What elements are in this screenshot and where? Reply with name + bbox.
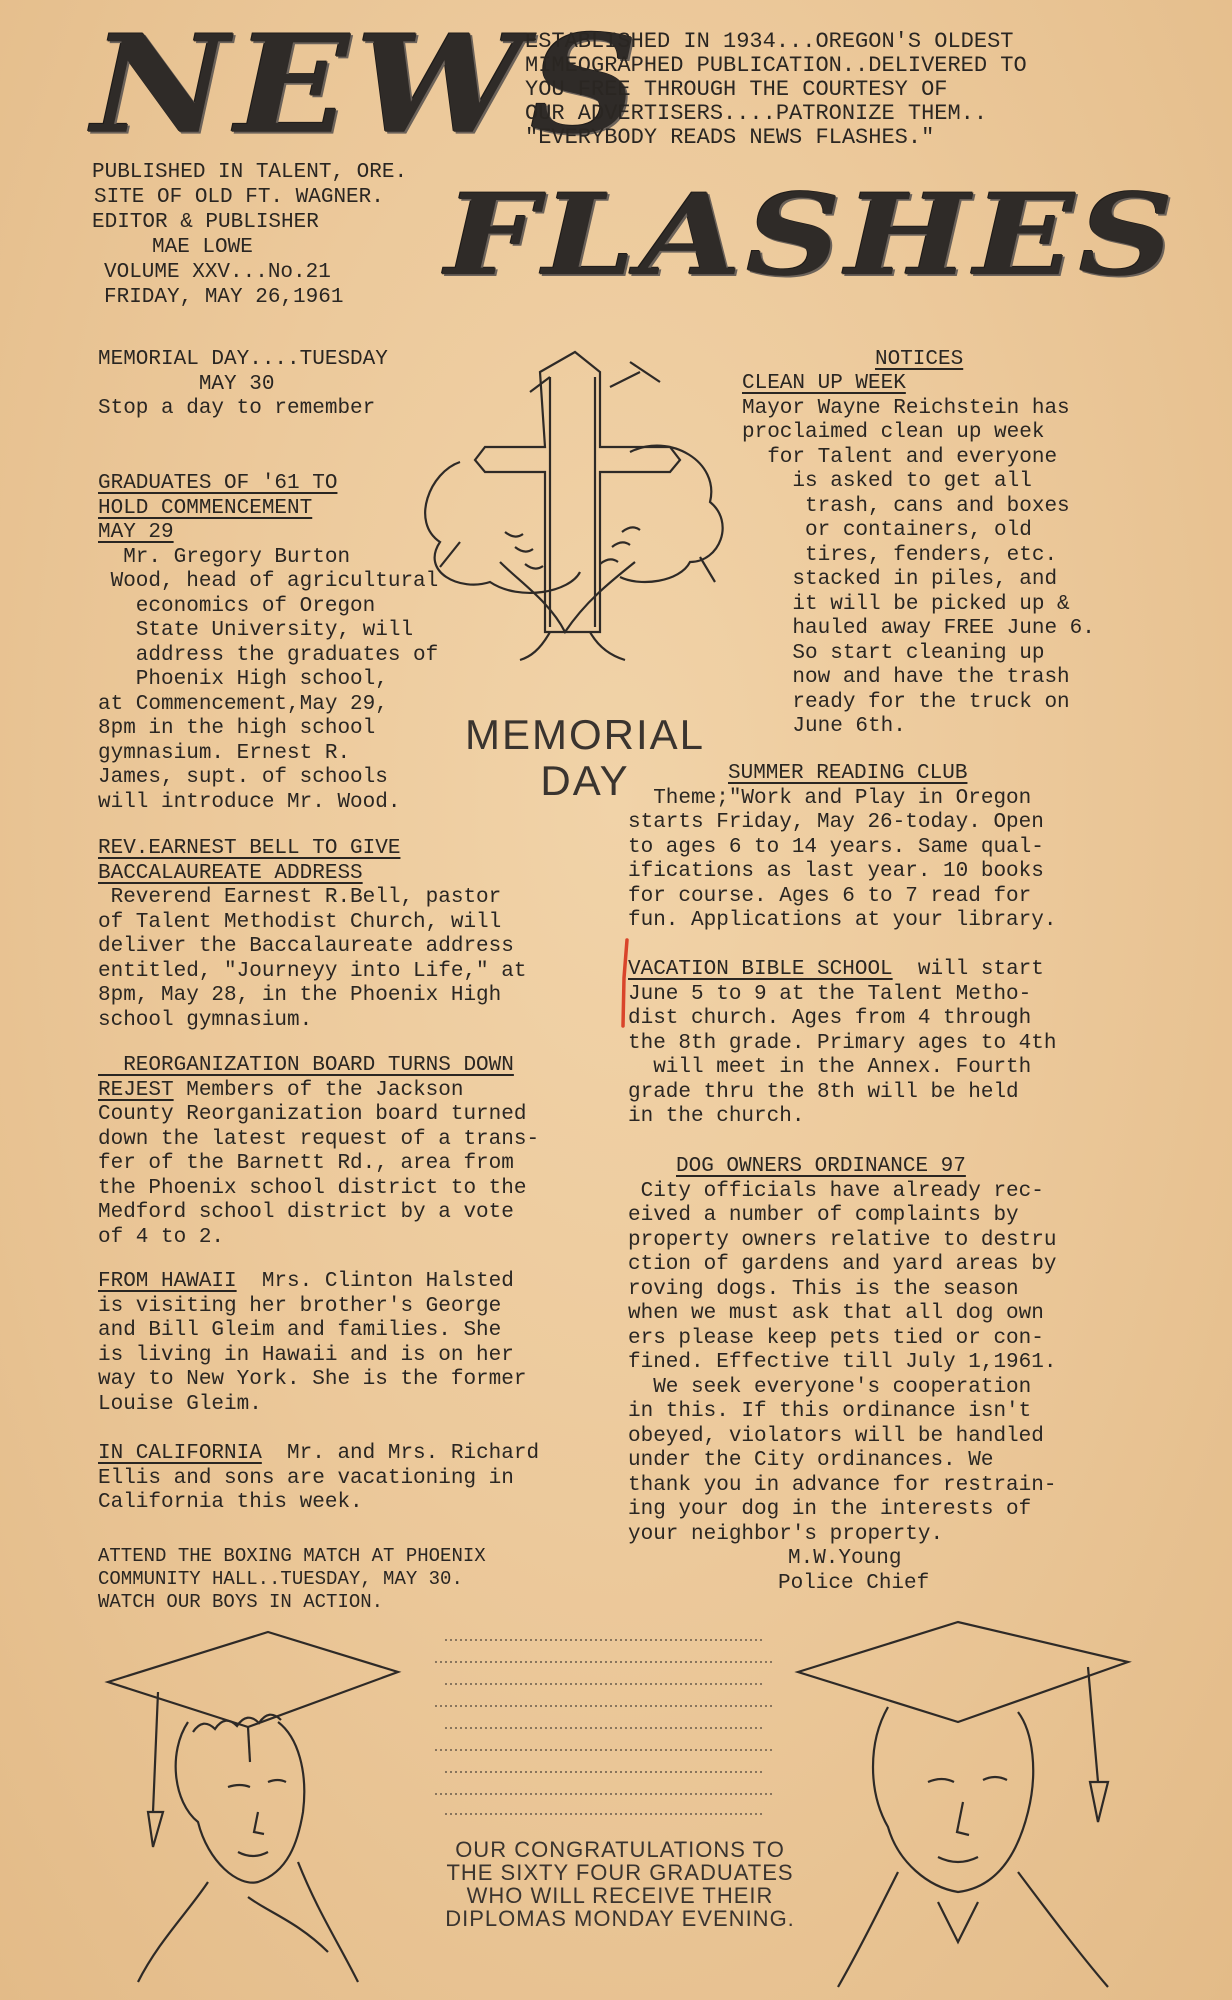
article-line: trash, cans and boxes: [742, 494, 1070, 518]
congrats-line: OUR CONGRATULATIONS TO: [455, 1837, 785, 1862]
signature-title: Police Chief: [778, 1571, 930, 1595]
memorial-notice: [98, 348, 618, 422]
publisher-line: EDITOR & PUBLISHER: [92, 211, 319, 234]
article-line: James, supt. of schools: [98, 766, 388, 789]
article-line: way to New York. She is the former: [98, 1368, 527, 1391]
publisher-line: SITE OF OLD FT. WAGNER.: [94, 186, 384, 209]
article-line: We seek everyone's cooperation: [628, 1375, 1032, 1399]
california-article: [98, 1442, 618, 1516]
article-line: at Commencement,May 29,: [98, 692, 388, 716]
article-headline: VACATION BIBLE SCHOOL: [628, 958, 893, 981]
article-headline: REV.EARNEST BELL TO GIVE: [98, 837, 401, 860]
article-headline: FROM HAWAII: [98, 1270, 237, 1293]
article-headline: HOLD COMMENCEMENT: [98, 496, 313, 520]
publisher-line: FRIDAY, MAY 26,1961: [104, 286, 344, 309]
congrats-line: DIPLOMAS MONDAY EVENING.: [445, 1906, 795, 1931]
stencil-smudge: [425, 1630, 785, 1820]
article-line: roving dogs. This is the season: [628, 1277, 1019, 1301]
article-line: Ellis and sons are vacationing in: [98, 1466, 514, 1490]
article-line: under the City ordinances. We: [628, 1449, 994, 1472]
article-line: the 8th grade. Primary ages to 4th: [628, 1031, 1057, 1055]
article-line: So start cleaning up: [742, 641, 1045, 665]
article-line: Medford school district by a vote: [98, 1201, 514, 1224]
hawaii-article: [98, 1270, 618, 1417]
article-line: County Reorganization board turned: [98, 1103, 527, 1126]
article-line: fer of the Barnett Rd., area from: [98, 1152, 514, 1175]
publisher-line: PUBLISHED IN TALENT, ORE.: [92, 161, 408, 184]
article-line: grade thru the 8th will be held: [628, 1080, 1019, 1104]
article-line: school gymnasium.: [98, 1008, 313, 1032]
article-line: your neighbor's property.: [628, 1522, 944, 1546]
article-line: to ages 6 to 14 years. Same qual-: [628, 835, 1044, 859]
article-line: is asked to get all: [742, 470, 1032, 493]
article-line: WATCH OUR BOYS IN ACTION.: [98, 1591, 384, 1613]
article-line: ATTEND THE BOXING MATCH AT PHOENIX: [98, 1545, 486, 1567]
article-line: City officials have already rec-: [628, 1179, 1044, 1203]
article-line: starts Friday, May 26-today. Open: [628, 811, 1044, 834]
article-headline: DOG OWNERS ORDINANCE 97: [676, 1155, 966, 1178]
article-line: dist church. Ages from 4 through: [628, 1007, 1032, 1030]
congratulations-message: [395, 1838, 845, 1930]
article-line: now and have the trash: [742, 666, 1070, 689]
article-line: 8pm in the high school: [98, 717, 376, 740]
article-line: 8pm, May 28, in the Phoenix High: [98, 984, 502, 1007]
article-line: June 6th.: [742, 715, 906, 738]
reading-club-article: [628, 762, 1168, 934]
established-blurb: [525, 30, 1095, 150]
article-headline: SUMMER READING CLUB: [728, 762, 968, 785]
signature-name: M.W.Young: [788, 1547, 902, 1570]
article-line: property owners relative to destru: [628, 1228, 1057, 1252]
article-headline: IN CALIFORNIA: [98, 1442, 262, 1465]
memorial-caption-bottom: DAY: [540, 757, 630, 804]
memorial-notice-line: MEMORIAL DAY....TUESDAY: [98, 348, 388, 371]
article-line: eived a number of complaints by: [628, 1204, 1019, 1227]
article-line: will introduce Mr. Wood.: [98, 790, 401, 814]
article-line: of 4 to 2.: [98, 1225, 225, 1249]
article-headline: CLEAN UP WEEK: [742, 372, 906, 395]
notices-heading: NOTICES: [875, 348, 964, 371]
article-headline: GRADUATES OF '61 TO: [98, 472, 338, 495]
article-line: thank you in advance for restrain-: [628, 1473, 1057, 1497]
article-line: Reverend Earnest R.Bell, pastor: [98, 886, 502, 909]
publisher-info: [92, 160, 462, 310]
cleanup-article: [742, 372, 1142, 740]
article-headline: REORGANIZATION BOARD TURNS DOWN: [98, 1054, 514, 1077]
article-line: ction of gardens and yard areas by: [628, 1253, 1057, 1276]
article-line: ifications as last year. 10 books: [628, 860, 1044, 883]
established-line: "EVERYBODY READS NEWS FLASHES.": [525, 125, 935, 150]
article-line: Wood, head of agricultural: [98, 570, 439, 593]
graduates-article: [98, 472, 618, 815]
article-line: when we must ask that all dog own: [628, 1302, 1044, 1325]
article-line: will meet in the Annex. Fourth: [628, 1056, 1032, 1079]
reorganization-article: [98, 1054, 618, 1250]
article-line: stacked in piles, and: [742, 568, 1058, 591]
article-headline: REJEST: [98, 1078, 174, 1102]
article-line: will start: [892, 958, 1044, 981]
dog-ordinance-article: [628, 1155, 1168, 1596]
article-line: gymnasium. Ernest R.: [98, 741, 351, 765]
article-line: and Bill Gleim and families. She: [98, 1319, 502, 1342]
article-line: ers please keep pets tied or con-: [628, 1326, 1044, 1350]
article-headline: MAY 29: [98, 521, 174, 544]
article-line: Louise Gleim.: [98, 1392, 262, 1416]
baccalaureate-article: [98, 837, 618, 1033]
article-line: address the graduates of: [98, 643, 439, 667]
article-line: in the church.: [628, 1105, 805, 1128]
article-line: Theme;"Work and Play in Oregon: [628, 786, 1032, 810]
article-line: or containers, old: [742, 519, 1032, 542]
article-headline: BACCALAUREATE ADDRESS: [98, 861, 363, 885]
article-line: State University, will: [98, 619, 414, 642]
established-line: ESTABLISHED IN 1934...OREGON'S OLDEST: [525, 29, 1014, 54]
article-line: is visiting her brother's George: [98, 1294, 502, 1318]
article-line: Mrs. Clinton Halsted: [236, 1270, 514, 1293]
article-line: economics of Oregon: [98, 594, 376, 618]
article-line: for Talent and everyone: [742, 445, 1058, 469]
article-line: for course. Ages 6 to 7 read for: [628, 884, 1032, 908]
article-line: deliver the Baccalaureate address: [98, 935, 514, 958]
article-line: Phoenix High school,: [98, 668, 388, 691]
article-line: down the latest request of a trans-: [98, 1127, 540, 1151]
article-line: of Talent Methodist Church, will: [98, 910, 502, 934]
article-line: ing your dog in the interests of: [628, 1498, 1032, 1521]
memorial-notice-line: Stop a day to remember: [98, 397, 376, 420]
article-line: obeyed, violators will be handled: [628, 1424, 1044, 1448]
boxing-notice: [98, 1545, 618, 1614]
established-line: YOU FREE THROUGH THE COURTESY OF: [525, 77, 948, 102]
established-line: OUR ADVERTISERS....PATRONIZE THEM..: [525, 101, 988, 126]
article-line: in this. If this ordinance isn't: [628, 1400, 1032, 1423]
article-line: tires, fenders, etc.: [742, 543, 1058, 567]
memorial-caption-top: MEMORIAL: [464, 711, 706, 758]
article-line: it will be picked up &: [742, 592, 1070, 616]
notices-title: [875, 348, 975, 373]
article-line: Members of the Jackson: [173, 1078, 464, 1102]
article-line: Mr. and Mrs. Richard: [261, 1442, 540, 1465]
article-line: proclaimed clean up week: [742, 421, 1045, 444]
article-line: Mayor Wayne Reichstein has: [742, 396, 1070, 420]
masthead-title-flashes: FLASHES: [445, 169, 1178, 302]
masthead-title-news: NEWS: [92, 5, 645, 165]
article-line: California this week.: [98, 1491, 363, 1514]
congrats-line: THE SIXTY FOUR GRADUATES: [446, 1860, 794, 1885]
article-line: Mr. Gregory Burton: [98, 545, 351, 569]
article-line: the Phoenix school district to the: [98, 1176, 527, 1200]
congrats-line: WHO WILL RECEIVE THEIR: [466, 1883, 774, 1908]
article-line: entitled, "Journeyy into Life," at: [98, 959, 527, 983]
memorial-notice-line: MAY 30: [98, 372, 275, 396]
article-line: hauled away FREE June 6.: [742, 617, 1095, 640]
article-line: June 5 to 9 at the Talent Metho-: [628, 982, 1032, 1006]
article-line: is living in Hawaii and is on her: [98, 1343, 514, 1367]
article-line: ready for the truck on: [742, 690, 1070, 714]
article-line: fun. Applications at your library.: [628, 909, 1057, 932]
established-line: MIMEOGRAPHED PUBLICATION..DELIVERED TO: [525, 53, 1027, 78]
bible-school-article: [628, 958, 1168, 1130]
publisher-line: MAE LOWE: [152, 236, 253, 259]
publisher-line: VOLUME XXV...No.21: [104, 261, 331, 284]
article-line: COMMUNITY HALL..TUESDAY, MAY 30.: [98, 1568, 463, 1590]
article-line: fined. Effective till July 1,1961.: [628, 1351, 1057, 1374]
